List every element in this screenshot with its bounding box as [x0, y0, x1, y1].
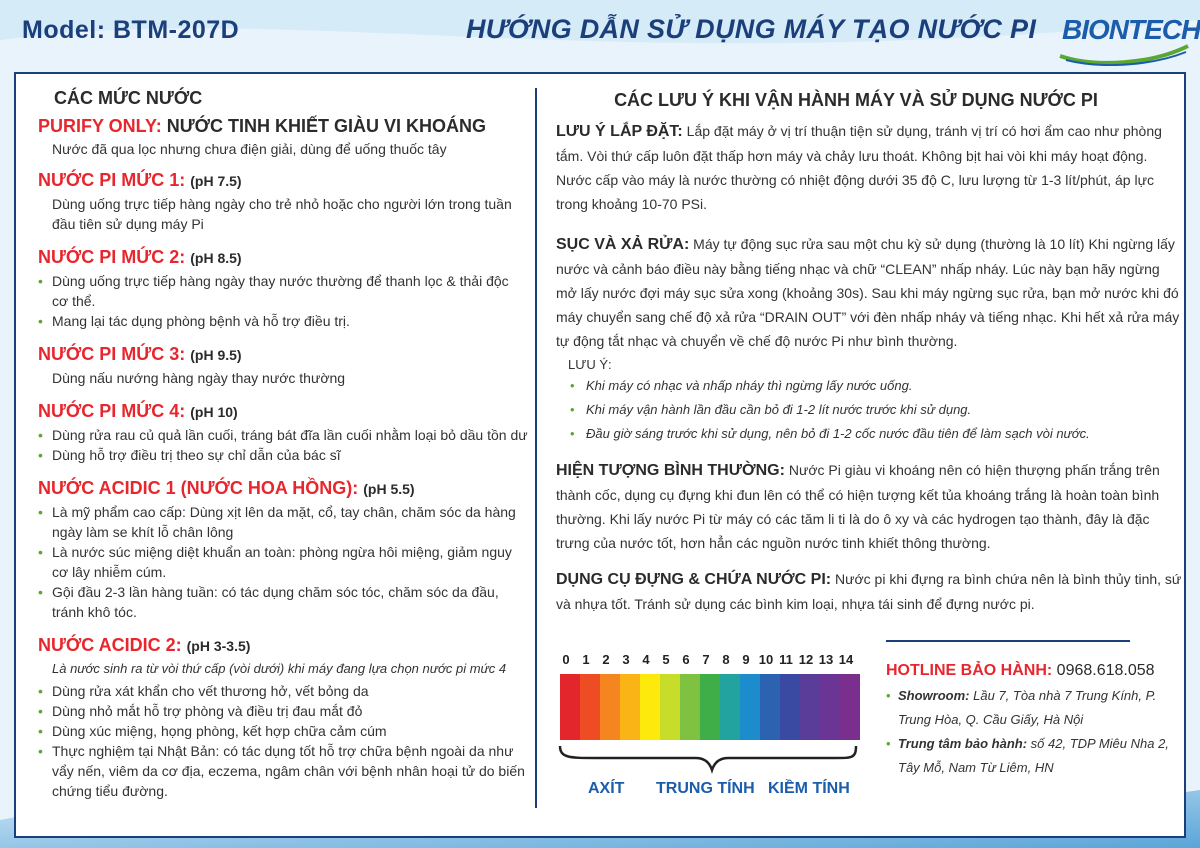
page-header: [0, 0, 1200, 68]
ph-color-segment: [760, 674, 780, 740]
ph-color-segment: [580, 674, 600, 740]
ph-color-segment: [780, 674, 800, 740]
hotline-title: [886, 662, 1176, 680]
install-label: LƯU Ý LẮP ĐẶT:: [556, 123, 683, 140]
hotline-divider: [886, 640, 1130, 642]
level-bullet: • Mang lại tác dụng phòng bệnh và hỗ trợ điều trị.: [38, 311, 528, 331]
clean-note-item: • Khi máy vận hành lần đầu cần bỏ đi 1-2 lít nước trước khi sử dụng.: [570, 398, 1182, 422]
ph-color-segment: [800, 674, 820, 740]
ph-number: 0: [562, 652, 570, 667]
showroom-address: Lầu 7, Tòa nhà 7 Trung Kính, P. Trung Hòa, Q. Cầu Giấy, Hà Nội: [898, 688, 1157, 727]
showroom-item: [886, 684, 1176, 732]
page-title: HƯỚNG DẪN SỬ DỤNG MÁY TẠO NƯỚC PI: [466, 14, 1037, 44]
level-pi-3: [38, 343, 528, 388]
container-text: Nước pi khi đựng ra bình chứa nên là bình thủy tinh, sứ và nhựa tốt. Tránh sử dụng các bình kim loại, nhựa tái sinh để đựng nước pi.: [556, 571, 1182, 612]
ph-number: 9: [742, 652, 750, 667]
level-desc: Nước đã qua lọc nhưng chưa điện giải, dùng để uống thuốc tây: [52, 141, 447, 157]
acid-label: AXÍT: [588, 780, 625, 797]
level-note: Là nước sinh ra từ vòi thứ cấp (vòi dưới) khi máy đang lựa chọn nước pi mức 4: [52, 661, 507, 676]
level-desc: Dùng uống trực tiếp hàng ngày cho trẻ nhỏ hoặc cho người lớn trong tuần đầu tiên sử dụng máy Pi: [52, 196, 512, 232]
hotline-block: [886, 662, 1176, 780]
ph-number: 14: [838, 652, 854, 667]
showroom-label: Showroom:: [898, 688, 970, 703]
ph-number: 12: [798, 652, 814, 667]
column-divider: [535, 88, 537, 808]
ph-number: 1: [582, 652, 590, 667]
ph-color-segment: [700, 674, 720, 740]
level-bullet: • Thực nghiệm tại Nhật Bản: có tác dụng tốt hỗ trợ chữa bệnh ngoài da như vẩy nến, viêm da cơ địa, eczema, ngâm chân với bệnh nhân hoại tử do biến chứng tiểu đường.: [38, 741, 528, 801]
ph-color-segment: [640, 674, 660, 740]
level-bullet: • Dùng rửa rau củ quả lần cuối, tráng bát đĩa lần cuối nhằm loại bỏ dầu tồn dư: [38, 425, 528, 445]
level-label: NƯỚC PI MỨC 1:: [38, 170, 186, 190]
level-label: NƯỚC ACIDIC 2:: [38, 635, 182, 655]
logo-text: BIONTECH: [1062, 14, 1200, 45]
level-pi-4: [38, 400, 528, 465]
level-ph: (pH 8.5): [190, 250, 242, 266]
ph-number: 7: [702, 652, 710, 667]
ph-color-segment: [600, 674, 620, 740]
service-center-item: [886, 732, 1176, 780]
ph-number: 6: [682, 652, 690, 667]
ph-color-segment: [620, 674, 640, 740]
level-label: PURIFY ONLY:: [38, 116, 162, 136]
level-bullet: • Dùng rửa xát khẩn cho vết thương hở, vết bỏng da: [38, 681, 528, 701]
level-ph: (pH 10): [190, 404, 238, 420]
ph-color-segment: [660, 674, 680, 740]
clean-note-label: LƯU Ý:: [568, 357, 612, 372]
normal-note: [556, 458, 1182, 555]
level-ph: (pH 5.5): [363, 481, 415, 497]
ph-color-segment: [560, 674, 580, 740]
ph-number: 5: [662, 652, 670, 667]
ph-number: 8: [722, 652, 730, 667]
level-pi-1: [38, 169, 528, 234]
level-label: NƯỚC PI MỨC 4:: [38, 401, 186, 421]
ph-color-segment: [840, 674, 860, 740]
ph-scale: [556, 652, 868, 802]
normal-text: Nước Pi giàu vi khoáng nên có hiện thượng phấn trắng trên thành cốc, dụng cụ đựng khi đun lên có thể có hiện tượng kết tủa khoáng trắng là hoàn toàn bình thường. Khi lấy nước Pi từ máy có các tăm li ti là do ô xy và các hydrogen tạo thành, đây là đặc trưng của nước tốt, hơn hẳn các nguồn nước tinh khiết thông thường.: [556, 462, 1160, 551]
install-note: [556, 119, 1182, 216]
level-ph: (pH 7.5): [190, 173, 242, 189]
hotline-number: 0968.618.058: [1056, 662, 1155, 679]
ph-number: 11: [779, 652, 793, 667]
alkaline-label: KIỀM TÍNH: [768, 780, 850, 797]
clean-label: SỤC VÀ XẢ RỬA:: [556, 236, 690, 253]
level-name: NƯỚC TINH KHIẾT GIÀU VI KHOÁNG: [166, 116, 487, 136]
ph-color-segment: [820, 674, 840, 740]
clean-note: [556, 232, 1182, 353]
level-bullet: • Dùng uống trực tiếp hàng ngày thay nước thường để thanh lọc & thải độc cơ thể.: [38, 271, 528, 311]
ph-color-segment: [680, 674, 700, 740]
level-bullet: • Gội đầu 2-3 lần hàng tuần: có tác dụng chăm sóc tóc, chăm sóc da đầu, tránh khô tóc.: [38, 582, 528, 622]
level-acidic-2: [38, 634, 528, 801]
level-label: NƯỚC ACIDIC 1 (NƯỚC HOA HỒNG):: [38, 478, 359, 498]
notes-title: CÁC LƯU Ý KHI VẬN HÀNH MÁY VÀ SỬ DỤNG NƯỚC PI: [614, 90, 1098, 110]
clean-note-item: • Đầu giờ sáng trước khi sử dụng, nên bỏ đi 1-2 cốc nước đầu tiên để làm sạch vòi nước.: [570, 422, 1182, 446]
level-label: NƯỚC PI MỨC 2:: [38, 247, 186, 267]
level-acidic-1: [38, 477, 528, 622]
service-center-address: số 42, TDP Miêu Nha 2, Tây Mỗ, Nam Từ Liêm, HN: [898, 736, 1169, 775]
water-levels-title: CÁC MỨC NƯỚC: [54, 88, 203, 108]
level-label: NƯỚC PI MỨC 3:: [38, 344, 186, 364]
notes-column: [556, 90, 1182, 616]
normal-label: HIỆN TƯỢNG BÌNH THƯỜNG:: [556, 462, 785, 479]
level-purify: [38, 115, 528, 159]
level-pi-2: [38, 246, 528, 331]
clean-note-item: • Khi máy có nhạc và nhấp nháy thì ngừng lấy nước uống.: [570, 374, 1182, 398]
ph-number: 3: [622, 652, 630, 667]
clean-text: Máy tự động sục rửa sau một chu kỳ sử dụng (thường là 10 lít) Khi ngừng lấy nước và cảnh báo điều này bằng tiếng nhạc và chữ “CLEAN” nhấp nháy. Lúc này bạn hãy ngừng mở lấy nước đợi máy sục sửa xong (khoảng 30s). Sau khi máy ngừng sục rửa, bạn mở nước khi đó máy chuyển sang chế độ xả rửa “DRAIN OUT” với đèn nhấp nháy và tiếng nhạc. Khi hết xả rửa máy tự động tắt nhạc và chuyển về chế độ nước Pi như bình thường.: [556, 236, 1180, 349]
ph-color-segment: [740, 674, 760, 740]
container-note: [556, 567, 1182, 616]
level-bullet: • Là mỹ phẩm cao cấp: Dùng xịt lên da mặt, cổ, tay chân, chăm sóc da hàng ngày làm se khít lỗ chân lông: [38, 502, 528, 542]
container-label: DỤNG CỤ ĐỰNG & CHỨA NƯỚC PI:: [556, 571, 832, 588]
level-bullet: • Là nước súc miệng diệt khuẩn an toàn: phòng ngừa hôi miệng, giảm nguy cơ lây nhiễm cúm.: [38, 542, 528, 582]
level-desc: Dùng nấu nướng hàng ngày thay nước thường: [52, 370, 346, 386]
service-center-label: Trung tâm bảo hành:: [898, 736, 1028, 751]
water-levels-column: [38, 88, 528, 801]
level-ph: (pH 3-3.5): [186, 638, 251, 654]
ph-brace-icon: [556, 744, 868, 774]
level-ph: (pH 9.5): [190, 347, 242, 363]
ph-number: 13: [818, 652, 834, 667]
ph-number: 10: [758, 652, 774, 667]
ph-color-segment: [720, 674, 740, 740]
ph-number: 4: [642, 652, 650, 667]
neutral-label: TRUNG TÍNH: [656, 780, 755, 797]
brand-logo: [1056, 6, 1200, 66]
level-bullet: • Dùng nhỏ mắt hỗ trợ phòng và điều trị đau mắt đỏ: [38, 701, 528, 721]
install-text: Lắp đặt máy ở vị trí thuận tiện sử dụng, tránh vị trí có hơi ẩm cao như phòng tắm. Vòi thứ cấp luôn đặt thấp hơn máy và chảy lưu thoát. Không bịt hai vòi khi máy hoạt động. Nước cấp vào máy là nước thường có nhiệt động dưới 35 độ C, lưu lượng từ 1-3 lít/phút, áp lực trong khoảng 10-70 PSi.: [556, 123, 1162, 212]
level-bullet: • Dùng xúc miệng, họng phòng, kết hợp chữa cảm cúm: [38, 721, 528, 741]
hotline-label: HOTLINE BẢO HÀNH:: [886, 662, 1053, 679]
ph-number: 2: [602, 652, 610, 667]
level-bullet: • Dùng hỗ trợ điều trị theo sự chỉ dẫn của bác sĩ: [38, 445, 528, 465]
model-label: Model: BTM-207D: [22, 16, 240, 44]
